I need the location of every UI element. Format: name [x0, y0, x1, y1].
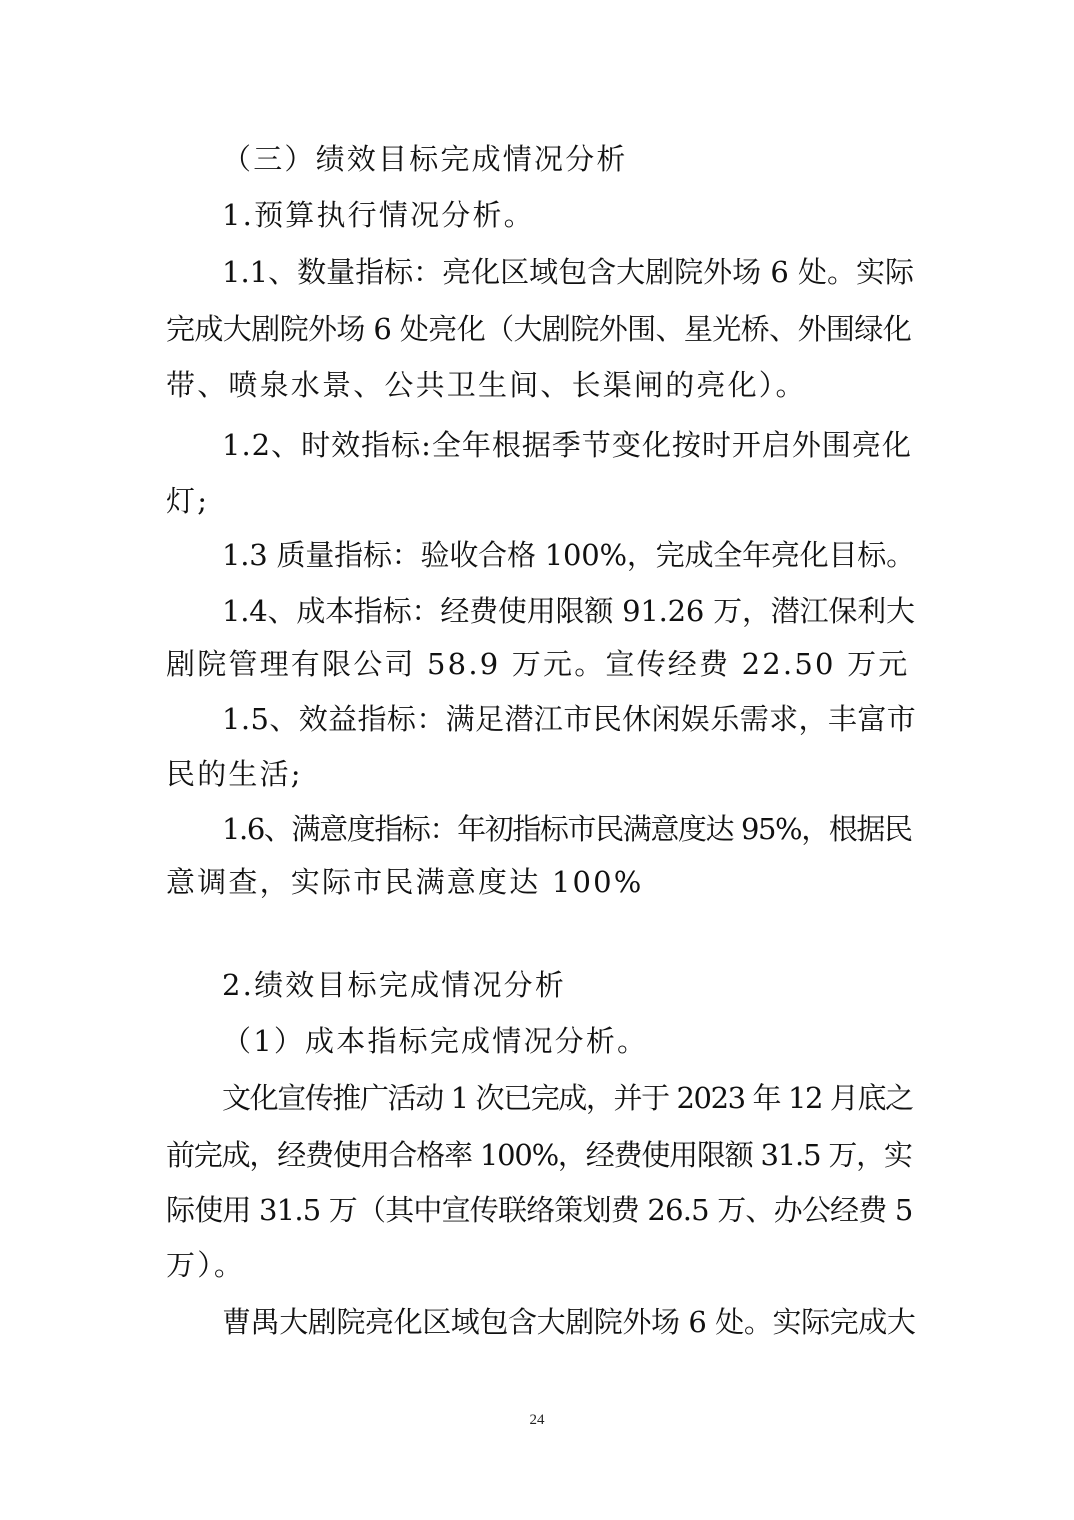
item-1-5-line-1: 1.5、效益指标：满足潜江市民休闲娱乐需求，丰富市: [222, 702, 917, 736]
promotion-para-line-2: 前完成，经费使用合格率 100%，经费使用限额 31.5 万，实: [166, 1138, 912, 1172]
promotion-para-line-3: 际使用 31.5 万（其中宣传联络策划费 26.5 万、办公经费 5: [166, 1193, 913, 1227]
page-number: 24: [529, 1412, 545, 1428]
item-1-heading: 1.预算执行情况分析。: [222, 198, 535, 232]
item-2-heading: 2.绩效目标完成情况分析: [222, 968, 567, 1002]
item-1-2-line-1: 1.2、时效指标:全年根据季节变化按时开启外围亮化: [222, 428, 912, 462]
item-2-1-heading: （1）成本指标完成情况分析。: [222, 1024, 649, 1058]
item-1-5-line-2: 民的生活;: [166, 757, 303, 791]
item-1-3-line-1: 1.3 质量指标：验收合格 100%，完成全年亮化目标。: [222, 538, 915, 572]
promotion-para-line-4: 万）。: [166, 1248, 246, 1282]
item-1-6-line-1: 1.6、满意度指标：年初指标市民满意度达 95%，根据民: [222, 812, 912, 846]
item-1-4-line-2: 剧院管理有限公司 58.9 万元。宣传经费 22.50 万元: [166, 647, 910, 681]
item-1-1-line-1: 1.1、数量指标：亮化区域包含大剧院外场 6 处。实际: [222, 255, 915, 289]
section-heading: （三）绩效目标完成情况分析: [222, 142, 628, 176]
item-1-1-line-3: 带、喷泉水景、公共卫生间、长渠闸的亮化）。: [166, 368, 807, 402]
item-1-2-line-2: 灯;: [166, 484, 210, 518]
item-1-6-line-2: 意调查，实际市民满意度达 100%: [166, 865, 644, 899]
promotion-para-line-1: 文化宣传推广活动 1 次已完成，并于 2023 年 12 月底之: [222, 1081, 913, 1115]
item-1-4-line-1: 1.4、成本指标：经费使用限额 91.26 万，潜江保利大: [222, 594, 915, 628]
item-1-1-line-2: 完成大剧院外场 6 处亮化（大剧院外围、星光桥、外围绿化: [166, 312, 912, 346]
lighting-para-line-1: 曹禺大剧院亮化区域包含大剧院外场 6 处。实际完成大: [222, 1305, 916, 1339]
